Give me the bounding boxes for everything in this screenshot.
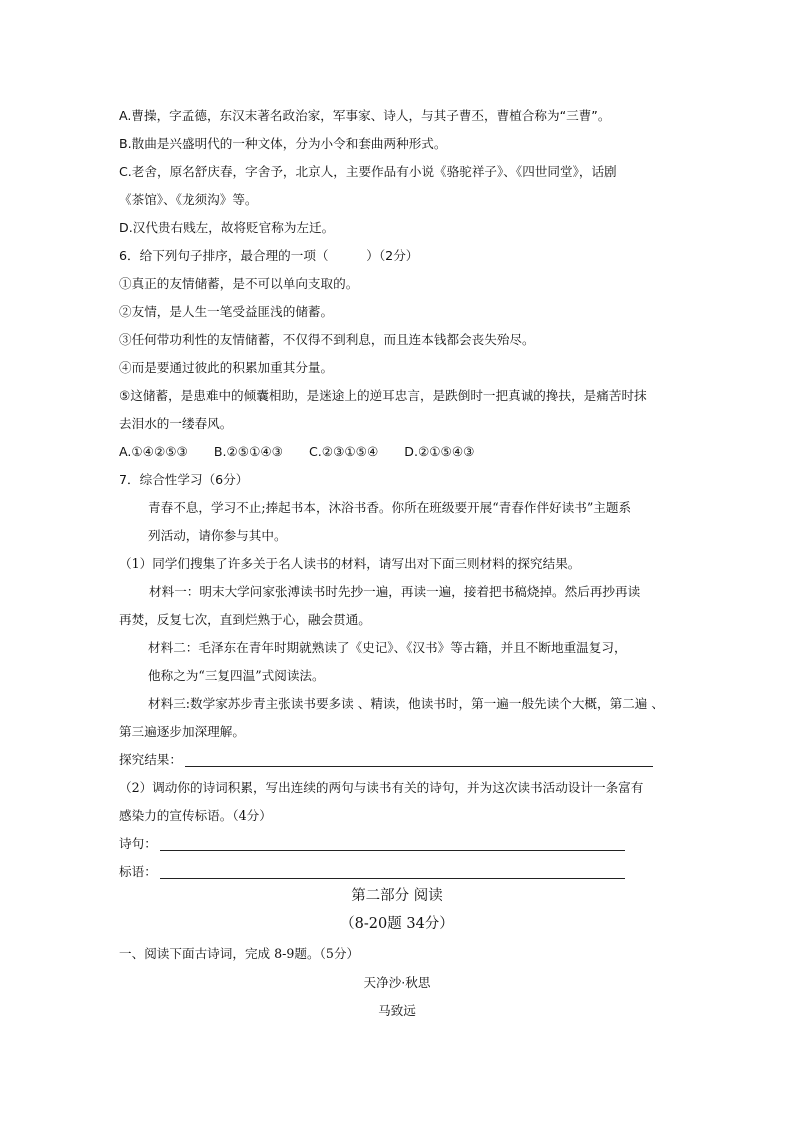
- option-d: D.汉代贵右贱左，故将贬官称为左迁。: [119, 220, 335, 235]
- reading-section-1: 一、阅读下面古诗词，完成 8-9题。（5分）: [119, 946, 360, 961]
- part2-subtitle: （8-20题 34分）: [340, 916, 454, 932]
- option-c-line2: 《茶馆》、《龙须沟》等。: [119, 192, 258, 207]
- material-1-line2: 再焚，反复七次，直到烂熟于心，融会贯通。: [119, 612, 371, 627]
- sentence-4: ④而是要通过彼此的积累加重其分量。: [119, 360, 334, 375]
- option-b: B.散曲是兴盛明代的一种文体，分为小令和套曲两种形式。: [119, 136, 447, 151]
- material-2-line2: 他称之为“三复四温”式阅读法。: [148, 668, 325, 683]
- question-6-stem: 6．给下列句子排序，最合理的一项（ ）（2分）: [119, 248, 419, 263]
- question-6-options: [119, 444, 496, 460]
- slogan-answer-blank[interactable]: [160, 878, 625, 879]
- material-2-line1: 材料二：毛泽东在青年时期就熟读了《史记》、《汉书》等古籍，并且不断地重温复习，: [148, 640, 627, 655]
- poem-answer-blank[interactable]: [160, 850, 625, 851]
- material-3-line1: 材料三:数学家苏步青主张读书要多读 、精读，他读书时，第一遍一般先读个大概，第二遍 、: [148, 696, 664, 711]
- sentence-2: ②友情，是人生一笔受益匪浅的储蓄。: [119, 304, 334, 319]
- poem-title: 天净沙·秋思: [363, 975, 431, 990]
- option-a: A.曹操，字孟德，东汉末著名政治家，军事家、诗人，与其子曹丕，曹植合称为“三曹”。: [119, 108, 611, 123]
- q7-part2-line2: 感染力的宣传标语。（4分）: [119, 808, 272, 823]
- slogan-label: 标语：: [119, 864, 157, 879]
- q7-part2-line1: （2）调动你的诗词积累，写出连续的两句与读书有关的诗句，并为这次读书活动设计一条富有: [119, 780, 644, 795]
- option-c-line1: C.老舍，原名舒庆春，字舍予，北京人，主要作品有小说《骆驼祥子》、《四世同堂》，话剧: [119, 164, 617, 179]
- q7-part1: （1）同学们搜集了许多关于名人读书的材料，请写出对下面三则材料的探究结果。: [119, 556, 581, 571]
- q6-option-d: D.②①⑤④③: [404, 444, 475, 459]
- part2-title: 第二部分 阅读: [351, 888, 443, 904]
- result-answer-blank[interactable]: [185, 766, 653, 767]
- material-1-line1: 材料一：明末大学问家张溥读书时先抄一遍，再读一遍，接着把书稿烧掉。然后再抄再读: [149, 584, 641, 599]
- question-7-title: 7．综合性学习（6分）: [119, 472, 249, 487]
- sentence-1: ①真正的友情储蓄，是不可以单向支取的。: [119, 276, 359, 291]
- q7-intro-line1: 青春不息，学习不止;捧起书本，沐浴书香。你所在班级要开展“青春作伴好读书”主题系: [148, 500, 632, 515]
- poem-label: 诗句：: [119, 836, 157, 851]
- q6-option-b: B.②⑤①④③: [213, 444, 283, 459]
- material-3-line2: 第三遍逐步加深理解。: [119, 724, 245, 739]
- poem-author: 马致远: [378, 1003, 416, 1018]
- q7-intro-line2: 列活动，请你参与其中。: [148, 528, 287, 543]
- sentence-5-line2: 去泪水的一缕春风。: [119, 416, 233, 431]
- sentence-3: ③任何带功利性的友情储蓄，不仅得不到利息，而且连本钱都会丧失殆尽。: [119, 332, 535, 347]
- q6-option-c: C.②③①⑤④: [308, 444, 379, 459]
- result-label: 探究结果：: [119, 752, 182, 767]
- q6-option-a: A.①④②⑤③: [119, 444, 188, 459]
- sentence-5-line1: ⑤这储蓄，是患难中的倾囊相助，是迷途上的逆耳忠言，是跌倒时一把真诚的搀扶，是痛苦时抹: [119, 388, 647, 403]
